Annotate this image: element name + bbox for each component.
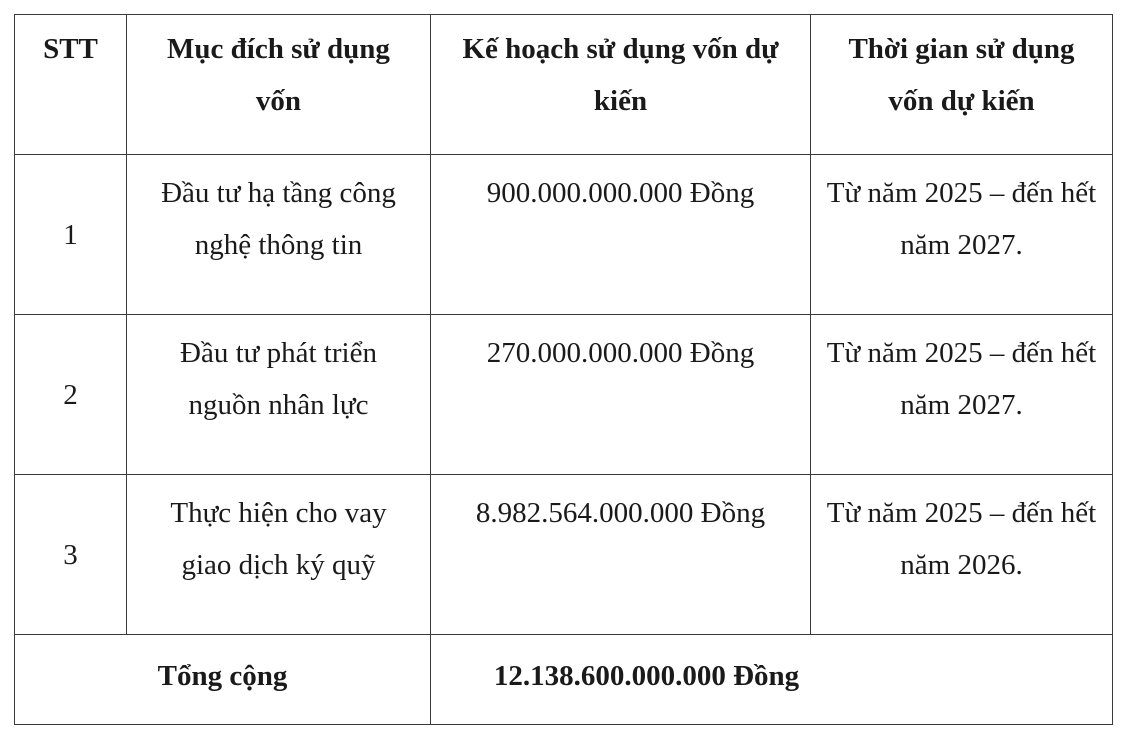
row-time [811,315,1113,475]
row-purpose [127,315,431,475]
row-time [811,155,1113,315]
row-time-text: Từ năm 2025 – đến hết năm 2027. [826,337,1097,421]
header-purpose [127,15,431,155]
row-time-text: Từ năm 2025 – đến hết năm 2027. [826,177,1097,261]
table-row [15,475,1113,635]
row-purpose-text: Đầu tư phát triển nguồn nhân lực [180,337,377,421]
total-value [431,635,1113,725]
header-time [811,15,1113,155]
row-purpose [127,475,431,635]
row-stt: 1 [15,155,127,315]
row-purpose [127,155,431,315]
row-time [811,475,1113,635]
row-purpose-text: Thực hiện cho vay giao dịch ký quỹ [170,497,387,581]
total-row [15,635,1113,725]
row-plan: 270.000.000.000 Đồng [431,315,811,475]
row-plan: 900.000.000.000 Đồng [431,155,811,315]
row-plan: 8.982.564.000.000 Đồng [431,475,811,635]
total-label: Tổng cộng [15,635,431,725]
header-stt: STT [15,15,127,155]
table-row [15,315,1113,475]
row-stt: 3 [15,475,127,635]
header-plan [431,15,811,155]
capital-usage-table [14,14,1113,725]
total-value-text: 12.138.600.000.000 Đồng [493,659,800,692]
header-purpose-text: Mục đích sử dụng vốn [167,33,390,117]
row-time-text: Từ năm 2025 – đến hết năm 2026. [826,497,1097,581]
row-stt: 2 [15,315,127,475]
header-time-text: Thời gian sử dụng vốn dự kiến [848,33,1075,117]
header-row [15,15,1113,155]
header-plan-text: Kế hoạch sử dụng vốn dự kiến [462,33,779,117]
table-row [15,155,1113,315]
row-purpose-text: Đầu tư hạ tầng công nghệ thông tin [161,177,396,261]
